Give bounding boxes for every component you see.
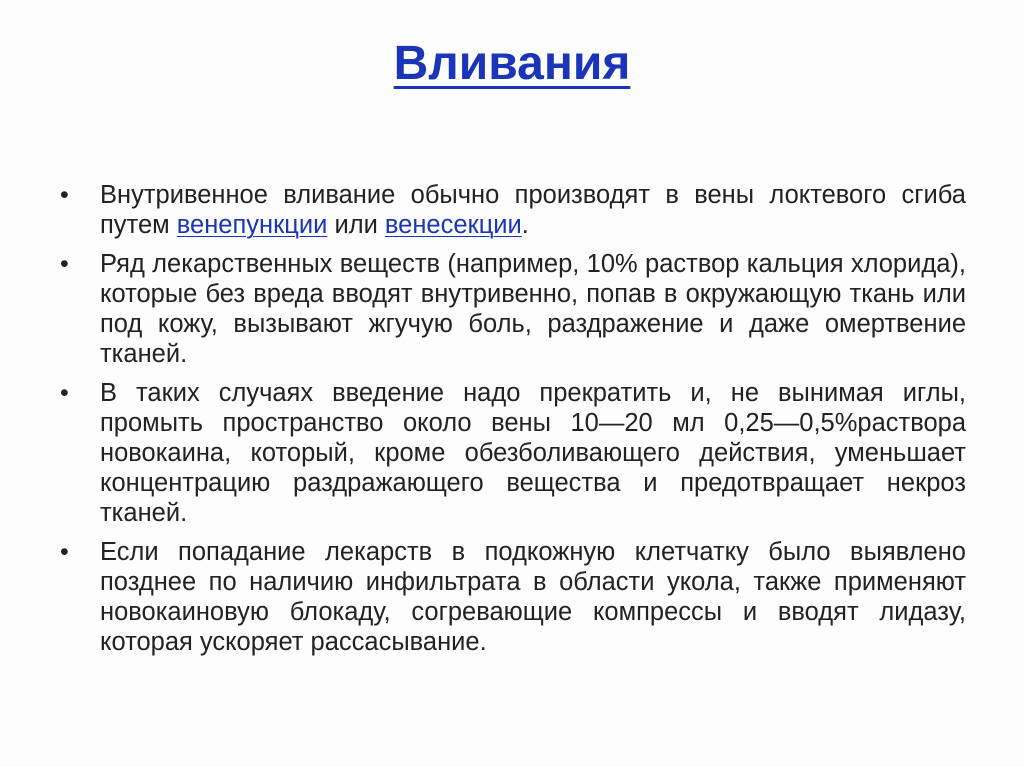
- bullet-item-4: [60, 537, 966, 657]
- bullet-dot: •: [60, 250, 69, 278]
- bullet-dot: •: [60, 538, 69, 566]
- title-link[interactable]: Вливания: [393, 37, 631, 90]
- bullet-dot: •: [60, 379, 69, 407]
- bullet-text: Ряд лекарственных веществ (например, 10% раствор кальция хлорида), которые без вреда вводят внутривенно, попав в окружающую ткань или под кожу, вызывают жгучую боль, раздражение и даже омертвение тканей.: [100, 250, 966, 368]
- bullet-item-3: [60, 378, 966, 528]
- bullet-item-2: [60, 249, 966, 369]
- bullet-dot: •: [60, 181, 69, 209]
- bullet-text-after: .: [521, 211, 529, 239]
- bullet-text-middle: или: [327, 211, 385, 239]
- slide-title: [0, 36, 1024, 92]
- bullet-item-1: [60, 180, 966, 240]
- bullet-text: В таких случаях введение надо прекратить и, не вынимая иглы, промыть пространство около вены 10—20 мл 0,25—0,5%раствора новокаина, который, кроме обезболивающего действия, уменьшает концентрацию раздражающего вещества и предотвращает некроз тканей.: [100, 379, 966, 527]
- bullet-list: [60, 180, 966, 666]
- venepuncture-link[interactable]: венепункции: [176, 211, 328, 239]
- bullet-text: Если попадание лекарств в подкожную клетчатку было выявлено позднее по наличию инфильтрата в области укола, также применяют новокаиновую блокаду, согревающие компрессы и вводят лидазу, которая ускоряет рассасывание.: [100, 538, 966, 656]
- bullet-text-before: Внутривенное вливание обычно производят в вены локтевого сгиба путем: [100, 181, 966, 239]
- venesection-link[interactable]: венесекции: [384, 211, 522, 239]
